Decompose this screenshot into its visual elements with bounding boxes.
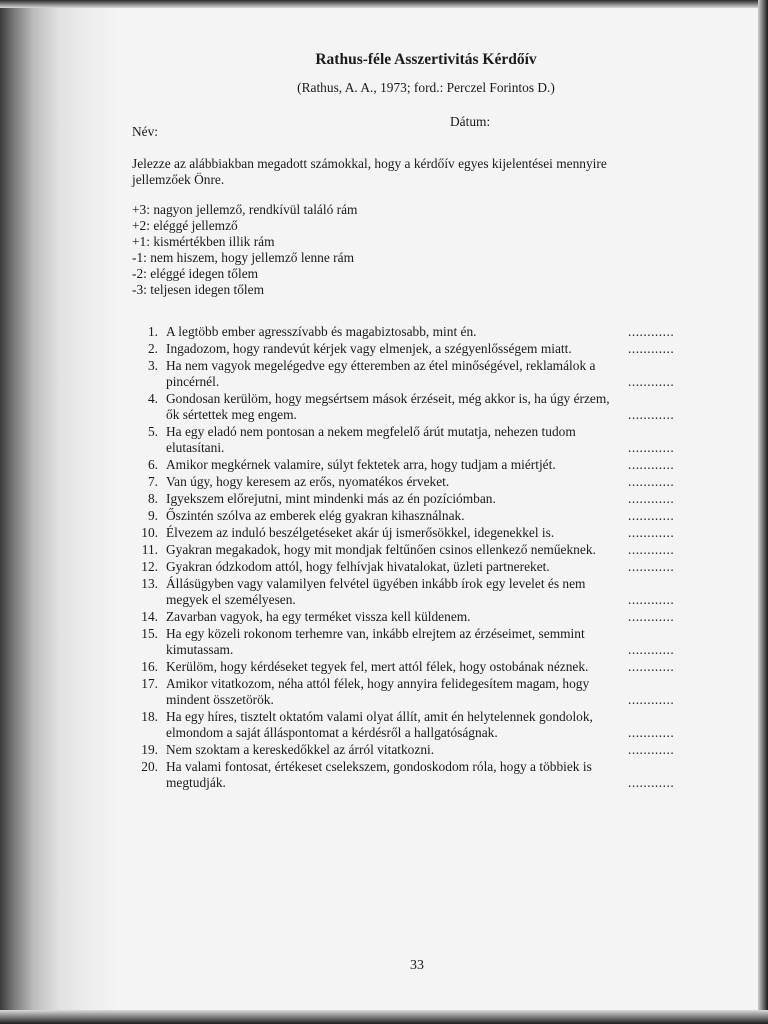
name-label: Név:: [132, 124, 159, 139]
answer-blank[interactable]: ............: [628, 374, 675, 389]
questionnaire-item: [132, 759, 675, 791]
answer-blank[interactable]: ............: [628, 341, 675, 356]
item-text: Gyakran megakadok, hogy mit mondjak feltűnően csinos ellenkező neműeknek.: [166, 542, 596, 557]
answer-blank[interactable]: ............: [628, 474, 675, 489]
item-text: Zavarban vagyok, ha egy terméket vissza kell küldenem.: [166, 609, 471, 624]
item-number: 4.: [147, 391, 158, 406]
item-number: 8.: [147, 491, 158, 506]
name-date-row: [132, 114, 692, 139]
answer-blank[interactable]: ............: [628, 692, 675, 707]
item-text: Gondosan kerülöm, hogy megsértsem mások érzéseit, még akkor is, ha úgy érzem, ők sértettek meg engem.: [166, 391, 610, 422]
item-number: 7.: [147, 474, 158, 489]
answer-blank[interactable]: ............: [628, 491, 675, 506]
scan-top-edge: [0, 0, 768, 8]
item-text: A legtöbb ember agresszívabb és magabiztosabb, mint én.: [166, 324, 477, 339]
questionnaire-items: [132, 324, 692, 791]
item-text: Élvezem az induló beszélgetéseket akár új ismerősökkel, idegenekkel is.: [166, 525, 555, 540]
questionnaire-item: [132, 491, 675, 507]
item-number: 11.: [141, 542, 158, 557]
item-number: 5.: [147, 424, 158, 439]
questionnaire-item: [132, 391, 675, 423]
item-number: 2.: [147, 341, 158, 356]
scale-item: +2: eléggé jellemző: [132, 218, 238, 233]
item-number: 14.: [141, 609, 158, 624]
answer-blank[interactable]: ............: [628, 775, 675, 790]
questionnaire-item: [132, 324, 675, 340]
item-text: Amikor vitatkozom, néha attól félek, hogy annyira felidegesítem magam, hogy mindent összetörök.: [166, 676, 590, 707]
answer-blank[interactable]: ............: [628, 642, 675, 657]
answer-blank[interactable]: ............: [628, 725, 675, 740]
item-number: 16.: [141, 659, 158, 674]
questionnaire-item: [132, 742, 675, 758]
item-text: Gyakran ódzkodom attól, hogy felhívjak hivatalokat, üzleti partnereket.: [166, 559, 550, 574]
scale-item: -3: teljesen idegen tőlem: [132, 282, 265, 297]
answer-blank[interactable]: ............: [628, 742, 675, 757]
scale-item: -2: eléggé idegen tőlem: [132, 266, 259, 281]
item-number: 20.: [141, 759, 158, 774]
item-text: Nem szoktam a kereskedőkkel az árról vitatkozni.: [166, 742, 435, 757]
answer-blank[interactable]: ............: [628, 592, 675, 607]
questionnaire-item: [132, 341, 675, 357]
item-text: Ha egy híres, tisztelt oktatóm valami olyat állít, amit én helytelennek gondolok, elmondom a saját álláspontomat a kérdésről a hallgatóságnak.: [166, 709, 593, 740]
book-gutter-shadow: [0, 0, 118, 1024]
questionnaire-item: [132, 709, 675, 741]
scale-item: -1: nem hiszem, hogy jellemző lenne rám: [132, 250, 354, 265]
questionnaire-item: [132, 358, 675, 390]
item-number: 17.: [141, 676, 158, 691]
item-number: 9.: [147, 508, 158, 523]
answer-blank[interactable]: ............: [628, 559, 675, 574]
item-number: 19.: [141, 742, 158, 757]
questionnaire-item: [132, 457, 675, 473]
answer-blank[interactable]: ............: [628, 525, 675, 540]
item-text: Ha nem vagyok megelégedve egy étteremben az étel minőségével, reklamálok a pincérnél.: [166, 358, 596, 389]
answer-blank[interactable]: ............: [628, 324, 675, 339]
item-text: Amikor megkérnek valamire, súlyt fektetek arra, hogy tudjam a miértjét.: [166, 457, 556, 472]
item-text: Őszintén szólva az emberek elég gyakran kihasználnak.: [166, 508, 465, 523]
questionnaire-item: [132, 474, 675, 490]
item-text: Ha valami fontosat, értékeset cselekszem, gondoskodom róla, hogy a többiek is megtudják.: [166, 759, 592, 790]
item-text: Állásügyben vagy valamilyen felvétel ügyében inkább írok egy levelet és nem megyek el személyesen.: [166, 576, 586, 607]
questionnaire-item: [132, 676, 675, 708]
date-label: Dátum:: [450, 114, 491, 129]
page-number: 33: [410, 958, 424, 973]
item-text: Kerülöm, hogy kérdéseket tegyek fel, mert attól félek, hogy ostobának néznek.: [166, 659, 589, 674]
item-text: Ha egy eladó nem pontosan a nekem megfelelő árút mutatja, nehezen tudom elutasítani.: [166, 424, 576, 455]
item-number: 13.: [141, 576, 158, 591]
questionnaire-item: [132, 609, 675, 625]
questionnaire-item: [132, 576, 675, 608]
answer-blank[interactable]: ............: [628, 609, 675, 624]
scan-bottom-edge: [0, 1010, 768, 1024]
scale-item: +1: kismértékben illik rám: [132, 234, 275, 249]
answer-blank[interactable]: ............: [628, 508, 675, 523]
questionnaire-item: [132, 525, 675, 541]
answer-blank[interactable]: ............: [628, 659, 675, 674]
questionnaire-item: [132, 542, 675, 558]
item-text: Ha egy közeli rokonom terhemre van, inkább elrejtem az érzéseimet, semmint kimutassam.: [166, 626, 585, 657]
questionnaire-item: [132, 559, 675, 575]
questionnaire-item: [132, 508, 675, 524]
item-number: 10.: [141, 525, 158, 540]
item-number: 12.: [141, 559, 158, 574]
questionnaire-item: [132, 626, 675, 658]
questionnaire-item: [132, 424, 675, 456]
rating-scale: [132, 202, 692, 298]
scan-right-edge: [758, 0, 768, 1024]
item-number: 3.: [147, 358, 158, 373]
page-title: Rathus-féle Asszertivitás Kérdőív: [315, 51, 537, 68]
item-text: Ingadozom, hogy randevút kérjek vagy elmenjek, a szégyenlősségem miatt.: [166, 341, 572, 356]
answer-blank[interactable]: ............: [628, 440, 675, 455]
questionnaire-item: [132, 659, 675, 675]
answer-blank[interactable]: ............: [628, 407, 675, 422]
item-number: 15.: [141, 626, 158, 641]
item-number: 6.: [147, 457, 158, 472]
scale-item: +3: nagyon jellemző, rendkívül találó rám: [132, 202, 358, 217]
item-number: 18.: [141, 709, 158, 724]
citation: (Rathus, A. A., 1973; ford.: Perczel Forintos D.): [297, 80, 555, 95]
answer-blank[interactable]: ............: [628, 542, 675, 557]
item-text: Van úgy, hogy keresem az erős, nyomatékos érveket.: [166, 474, 450, 489]
item-number: 1.: [147, 324, 158, 339]
item-text: Igyekszem előrejutni, mint mindenki más az én pozíciómban.: [166, 491, 496, 506]
document-page: [132, 48, 692, 792]
instructions: Jelezze az alábbiakban megadott számokkal, hogy a kérdőív egyes kijelentései mennyire jellemzőek Önre.: [132, 156, 607, 187]
answer-blank[interactable]: ............: [628, 457, 675, 472]
